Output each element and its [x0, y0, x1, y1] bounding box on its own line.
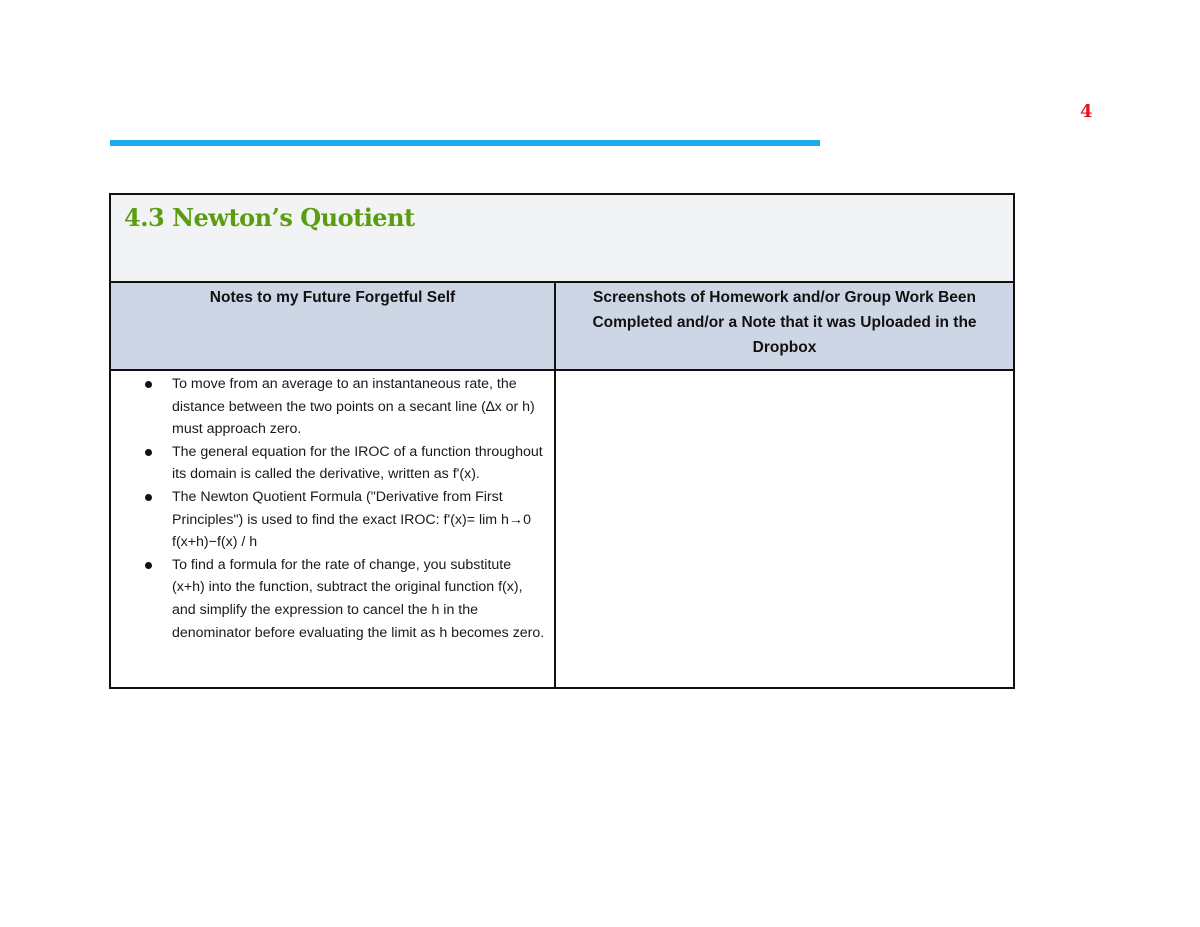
- note-item: [172, 486, 554, 554]
- notes-header-cell: [110, 282, 555, 370]
- notes-list: [111, 373, 554, 644]
- note-item: [172, 554, 554, 644]
- note-item: [172, 373, 554, 441]
- accent-bar: [110, 140, 820, 146]
- screenshots-cell: [555, 370, 1014, 688]
- note-text: To move from an average to an instantaneous rate, the distance between the two points on a secant line (∆x or h) must approach zero.: [172, 376, 535, 438]
- bullet-icon: [145, 449, 152, 456]
- note-item: [172, 441, 554, 486]
- screenshots-header-cell: [555, 282, 1014, 370]
- title-cell: [110, 194, 1014, 282]
- screenshots-column-header: Screenshots of Homework and/or Group Work Been Completed and/or a Note that it was Uploaded in the Dropbox: [592, 289, 977, 356]
- bullet-icon: [145, 562, 152, 569]
- note-text: To find a formula for the rate of change, you substitute (x+h) into the function, subtract the original function f(x), and simplify the expression to cancel the h in the denominator before evaluating the limit as h becomes zero.: [172, 556, 545, 641]
- page-number: 4: [1080, 101, 1093, 122]
- bullet-icon: [145, 494, 152, 501]
- section-title: 4.3 Newton’s Quotient: [124, 203, 415, 232]
- bullet-icon: [145, 381, 152, 388]
- notes-column-header: Notes to my Future Forgetful Self: [209, 289, 456, 306]
- note-text: The general equation for the IROC of a function throughout its domain is called the derivative, written as f'(x).: [172, 443, 543, 483]
- note-text: The Newton Quotient Formula ("Derivative from First Principles") is used to find the exact IROC: f'(x)= lim h→0 f(x+h)−f(x) / h: [172, 488, 532, 551]
- notes-cell: [110, 370, 555, 688]
- notes-table: [109, 193, 1015, 689]
